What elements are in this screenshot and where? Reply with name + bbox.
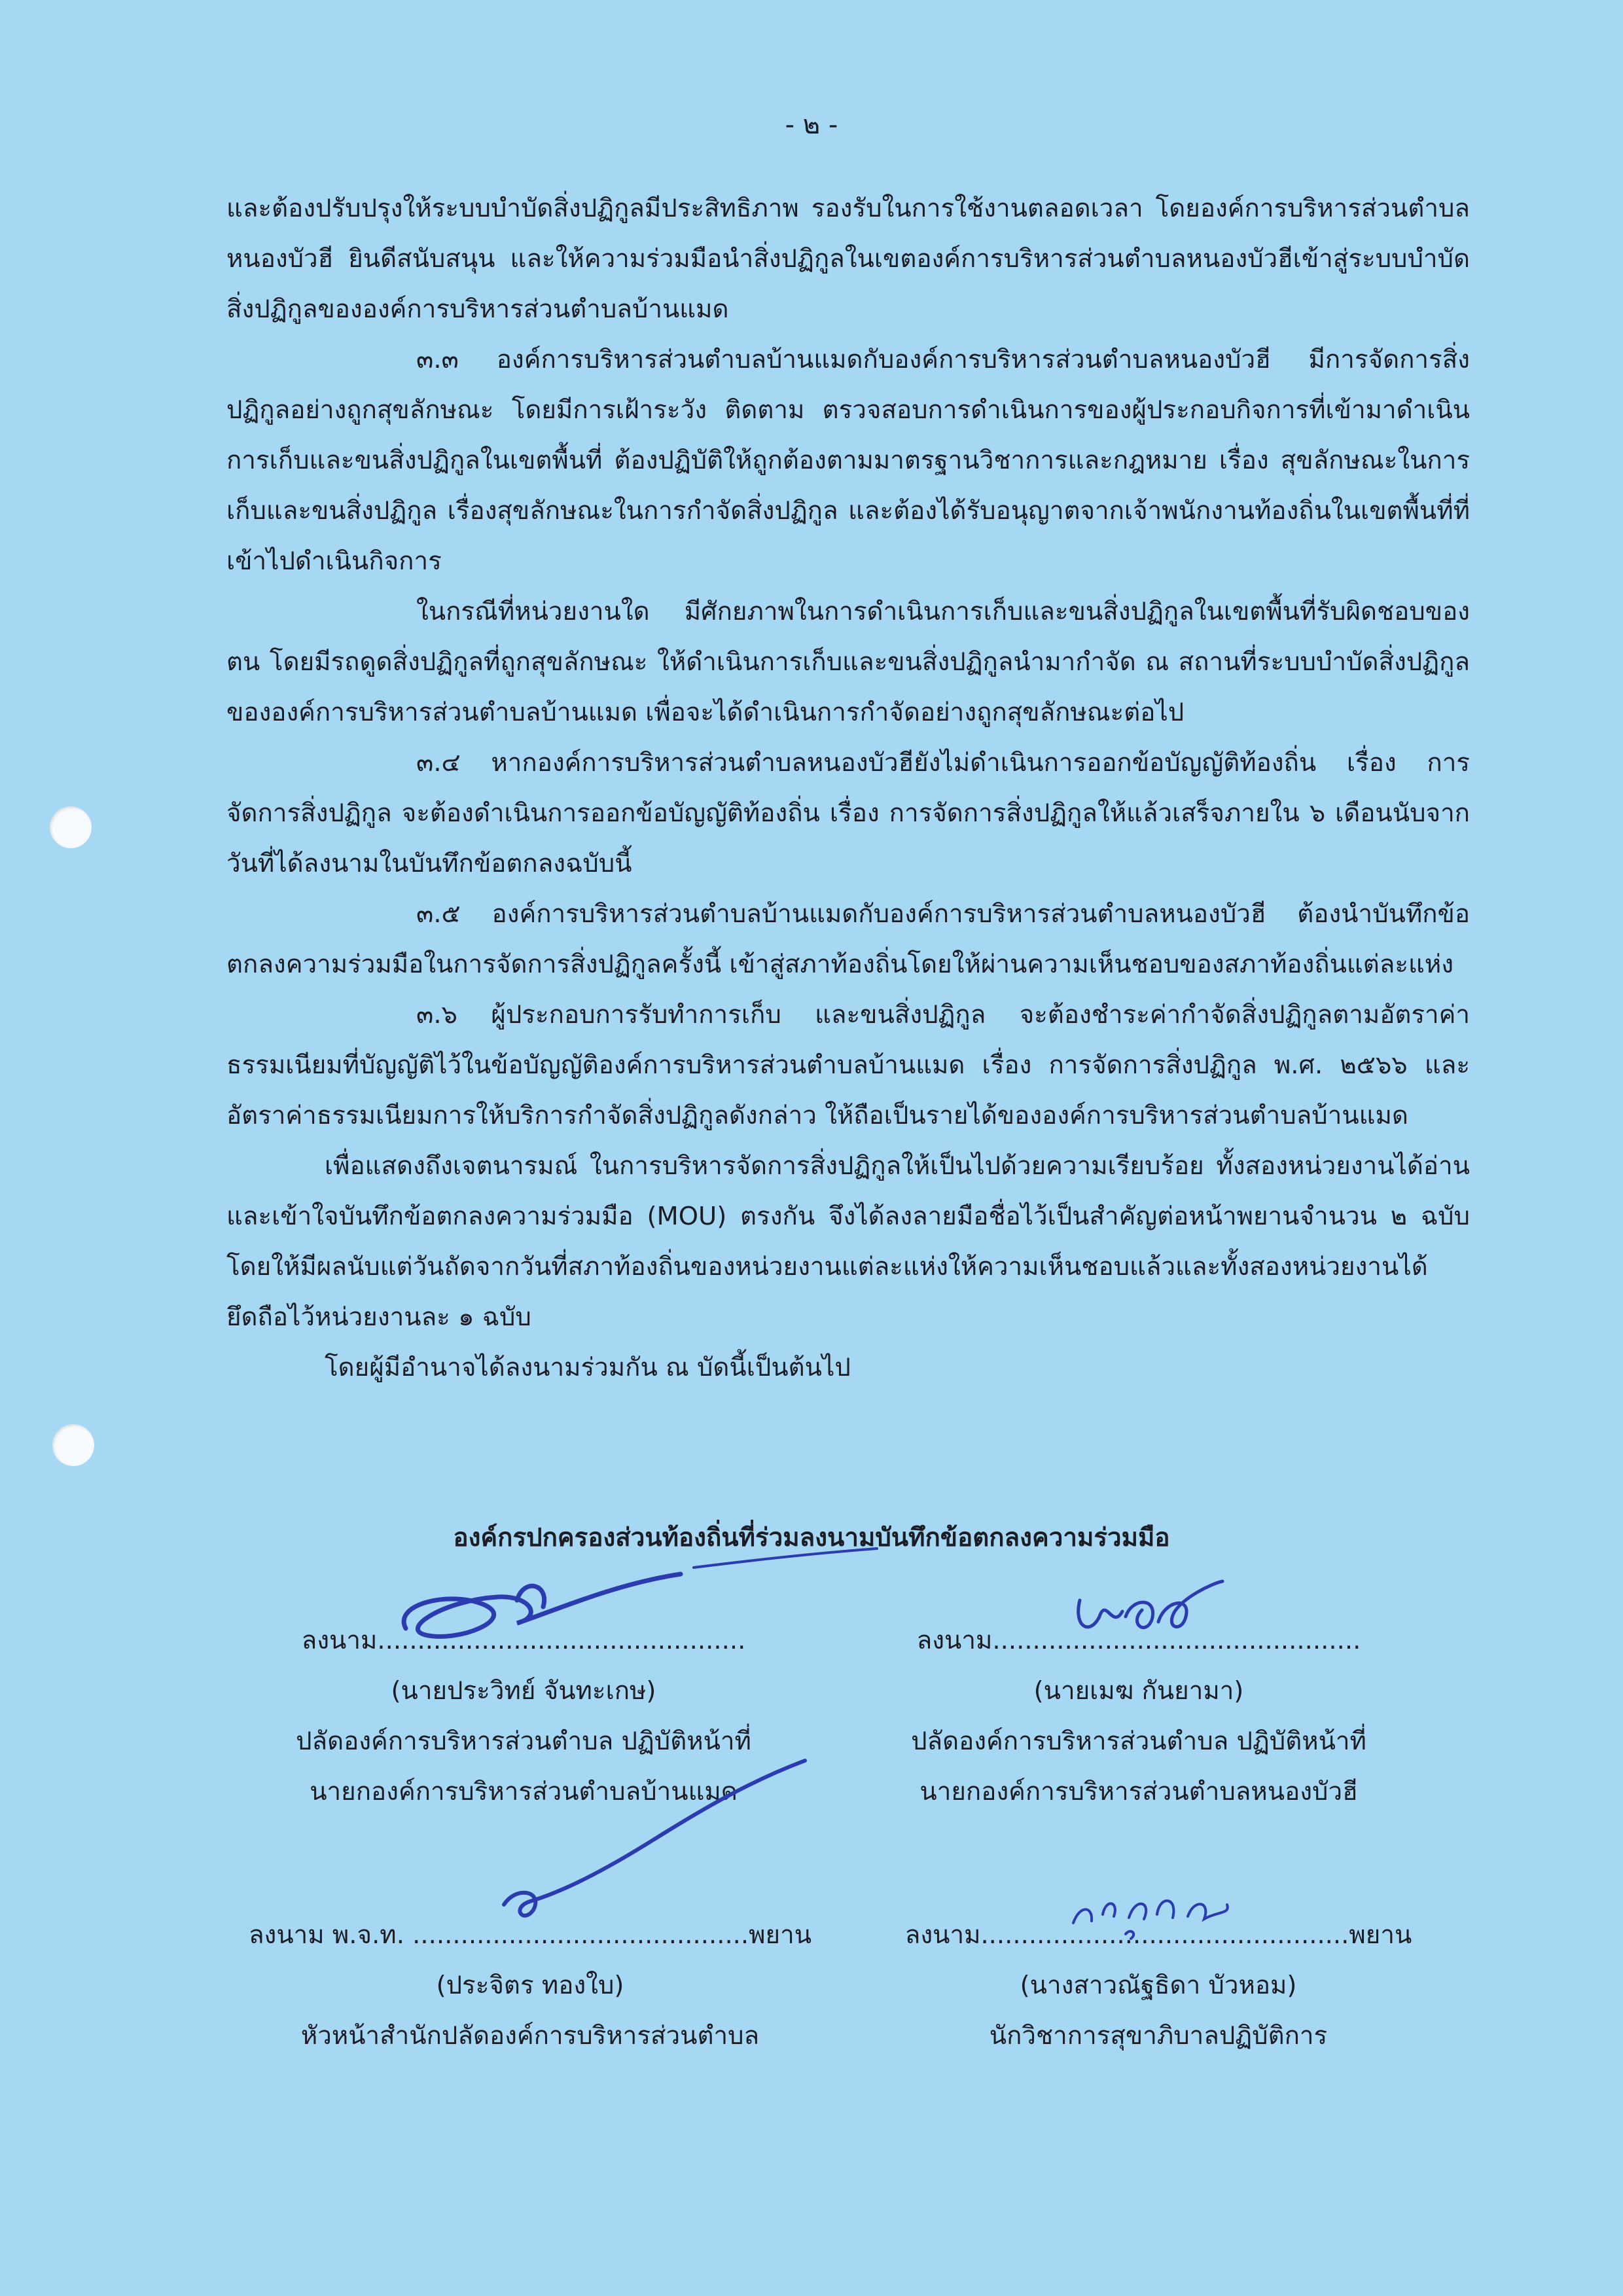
paragraph-clause-3-5: ๓.๕ องค์การบริหารส่วนตำบลบ้านแมดกับองค์การบริหารส่วนตำบลหนองบัวฮี ต้องนำบันทึกข้อตกลงความร่วมมือในการจัดการสิ่งปฏิกูลครั้งนี้ เข้าสู่สภาท้องถิ่นโดยให้ผ่านความเห็นชอบของสภาท้องถิ่นแต่ละแห่ง (226, 899, 1470, 979)
signatory-left (196, 1615, 851, 1817)
witness-right (851, 1910, 1466, 2061)
signatures-heading: องค์กรปกครองส่วนท้องถิ่นที่ร่วมลงนามบันทึกข้อตกลงความร่วมมือ (453, 1523, 1170, 1552)
signatory-position: นายกองค์การบริหารส่วนตำบลหนองบัวฮี (919, 1777, 1358, 1806)
paragraph-closing: โดยผู้มีอำนาจได้ลงนามร่วมกัน ณ บัดนี้เป็นต้นไป (325, 1353, 851, 1382)
paragraph-clause-3-6: ๓.๖ ผู้ประกอบการรับทำการเก็บ และขนสิ่งปฏิกูล จะต้องชำระค่ากำจัดสิ่งปฏิกูลตามอัตราค่าธรรมเนียมที่บัญญัติไว้ในข้อบัญญัติองค์การบริหารส่วนตำบลบ้านแมด เรื่อง การจัดการสิ่งปฏิกูล พ.ศ. ๒๕๖๖ และอัตราค่าธรรมเนียมการให้บริการกำจัดสิ่งปฏิกูลดังกล่าว ให้ถือเป็นรายได้ขององค์การบริหารส่วนตำบลบ้านแมด (226, 1000, 1470, 1130)
sign-line: ลงนาม พ.จ.ท. ..........................................พยาน (248, 1920, 812, 1950)
signatory-name: (นายประวิทย์ จันทะเกษ) (391, 1676, 656, 1706)
signatory-position: ปลัดองค์การบริหารส่วนตำบล ปฏิบัติหน้าที่ (911, 1727, 1366, 1756)
signatory-name: (นายเมฆ กันยามา) (1033, 1676, 1244, 1706)
paragraph-clause-3-4: ๓.๔ หากองค์การบริหารส่วนตำบลหนองบัวฮียังไม่ดำเนินการออกข้อบัญญัติท้องถิ่น เรื่อง การจัดการสิ่งปฏิกูล จะต้องดำเนินการออกข้อบัญญัติท้องถิ่น เรื่อง การจัดการสิ่งปฏิกูลให้แล้วเสร็จภายใน ๖ เดือนนับจากวันที่ได้ลงนามในบันทึกข้อตกลงฉบับนี้ (226, 748, 1470, 878)
witness-name: (นางสาวณัฐธิดา บัวหอม) (1020, 1971, 1297, 2000)
paragraph-intent: เพื่อแสดงถึงเจตนารมณ์ ในการบริหารจัดการสิ่งปฏิกูลให้เป็นไปด้วยความเรียบร้อย ทั้งสองหน่วยงานได้อ่านและเข้าใจบันทึกข้อตกลงความร่วมมือ (MOU) ตรงกัน จึงได้ลงลายมือชื่อไว้เป็นสำคัญต่อหน้าพยานจำนวน ๒ ฉบับ โดยให้มีผลนับแต่วันถัดจากวันที่สภาท้องถิ่นของหน่วยงานแต่ละแห่งให้ความเห็นชอบแล้วและทั้งสองหน่วยงานได้ยึดถือไว้หน่วยงานละ ๑ ฉบับ (226, 1151, 1470, 1332)
witness-left (223, 1910, 838, 2061)
signatory-position: นายกองค์การบริหารส่วนตำบลบ้านแมด (310, 1777, 738, 1806)
signatory-position: ปลัดองค์การบริหารส่วนตำบล ปฏิบัติหน้าที่ (296, 1727, 751, 1756)
punch-hole-top (50, 806, 92, 848)
punch-hole-bottom (52, 1424, 94, 1466)
paragraph-continuation: และต้องปรับปรุงให้ระบบบำบัดสิ่งปฏิกูลมีประสิทธิภาพ รองรับในการใช้งานตลอดเวลา โดยองค์การบริหารส่วนตำบลหนองบัวฮี ยินดีสนับสนุน และให้ความร่วมมือนำสิ่งปฏิกูลในเขตองค์การบริหารส่วนตำบลหนองบัวฮีเข้าสู่ระบบบำบัดสิ่งปฏิกูลขององค์การบริหารส่วนตำบลบ้านแมด (226, 194, 1470, 324)
witness-position: นักวิชาการสุขาภิบาลปฏิบัติการ (989, 2021, 1328, 2051)
paragraph-capacity: ในกรณีที่หน่วยงานใด มีศักยภาพในการดำเนินการเก็บและขนสิ่งปฏิกูลในเขตพื้นที่รับผิดชอบของตน โดยมีรถดูดสิ่งปฏิกูลที่ถูกสุขลักษณะ ให้ดำเนินการเก็บและขนสิ่งปฏิกูลนำมากำจัด ณ สถานที่ระบบบำบัดสิ่งปฏิกูลขององค์การบริหารส่วนตำบลบ้านแมด เพื่อจะได้ดำเนินการกำจัดอย่างถูกสุขลักษณะต่อไป (226, 597, 1470, 727)
signatory-right (812, 1615, 1466, 1817)
sign-line: ลงนาม.............................................. (916, 1626, 1361, 1655)
paragraph-clause-3-3: ๓.๓ องค์การบริหารส่วนตำบลบ้านแมดกับองค์การบริหารส่วนตำบลหนองบัวฮี มีการจัดการสิ่งปฏิกูลอย่างถูกสุขลักษณะ โดยมีการเฝ้าระวัง ติดตาม ตรวจสอบการดำเนินการของผู้ประกอบกิจการที่เข้ามาดำเนินการเก็บและขนสิ่งปฏิกูลในเขตพื้นที่ ต้องปฏิบัติให้ถูกต้องตามมาตรฐานวิชาการและกฎหมาย เรื่อง สุขลักษณะในการเก็บและขนสิ่งปฏิกูล เรื่องสุขลักษณะในการกำจัดสิ่งปฏิกูล และต้องได้รับอนุญาตจากเจ้าพนักงานท้องถิ่นในเขตพื้นที่ที่เข้าไปดำเนินกิจการ (226, 345, 1470, 576)
sign-line: ลงนาม.............................................. (301, 1626, 746, 1655)
page-number: - ๒ - (785, 110, 838, 140)
witness-name: (ประจิตร ทองใบ) (436, 1971, 624, 2000)
sign-line: ลงนาม..............................................พยาน (904, 1920, 1412, 1950)
document-body (226, 183, 1470, 1393)
witness-position: หัวหน้าสำนักปลัดองค์การบริหารส่วนตำบล (300, 2021, 760, 2051)
